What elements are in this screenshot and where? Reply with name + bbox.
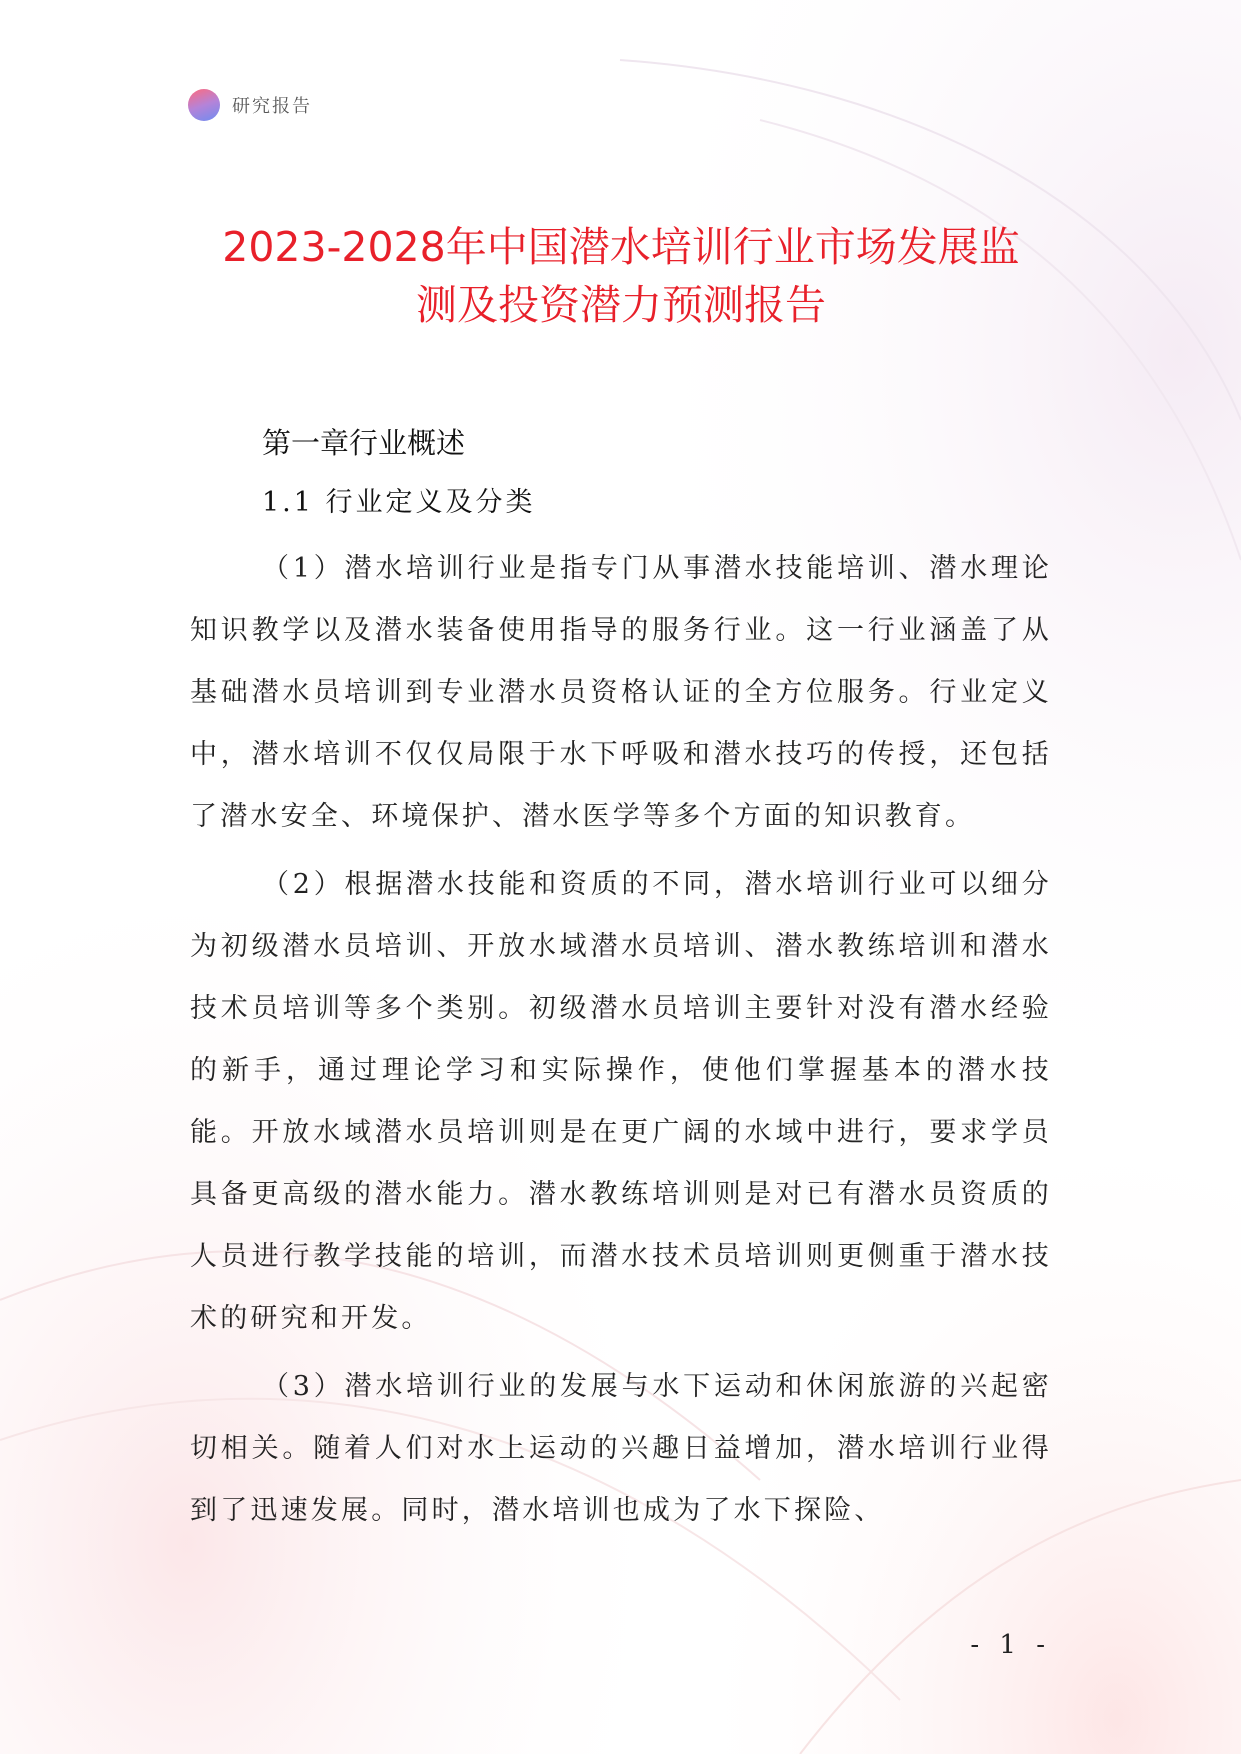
title-line-1: 2023-2028年中国潜水培训行业市场发展监 [222,223,1020,271]
paragraph-1: （1）潜水培训行业是指专门从事潜水技能培训、潜水理论知识教学以及潜水装备使用指导的服务行业。这一行业涵盖了从基础潜水员培训到专业潜水员资格认证的全方位服务。行业定义中，潜水培训不仅仅局限于水下呼吸和潜水技巧的传授，还包括了潜水安全、环境保护、潜水医学等多个方面的知识教育。 [190,553,1052,832]
section-heading: 1.1 行业定义及分类 [262,487,536,518]
chapter-heading: 第一章行业概述 [262,426,466,460]
paragraph-2: （2）根据潜水技能和资质的不同，潜水培训行业可以细分为初级潜水员培训、开放水域潜水员培训、潜水教练培训和潜水技术员培训等多个类别。初级潜水员培训主要针对没有潜水经验的新手，通过理论学习和实际操作，使他们掌握基本的潜水技能。开放水域潜水员培训则是在更广阔的水域中进行，要求学员具备更高级的潜水能力。潜水教练培训则是对已有潜水员资质的人员进行教学技能的培训，而潜水技术员培训则更侧重于潜水技术的研究和开发。 [190,869,1052,1334]
header-label: 研究报告 [232,96,312,117]
document-title [186,218,1056,334]
paragraph-3: （3）潜水培训行业的发展与水下运动和休闲旅游的兴起密切相关。随着人们对水上运动的兴趣日益增加，潜水培训行业得到了迅速发展。同时，潜水培训也成为了水下探险、 [190,1371,1052,1526]
report-header [188,89,312,121]
logo-icon [188,89,220,121]
page-number: - 1 - [970,1630,1051,1660]
title-line-2: 测及投资潜力预测报告 [416,281,826,329]
document-body [190,414,1052,1542]
